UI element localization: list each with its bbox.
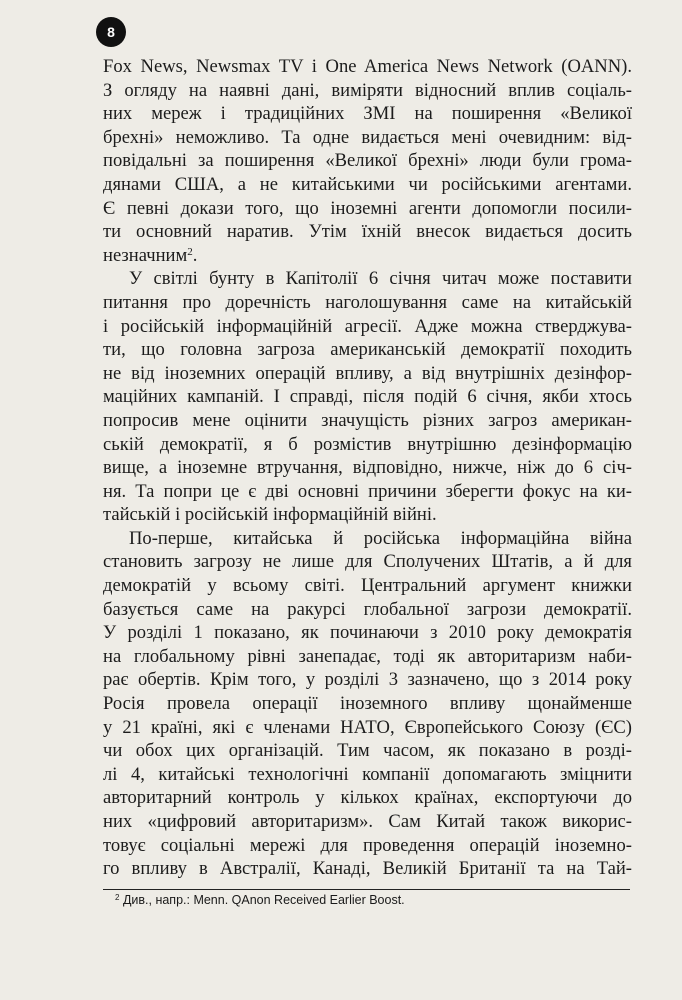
footnote-reference: 2 xyxy=(187,245,193,258)
text-line: ти, що головна загроза американській демократії походить xyxy=(103,339,632,361)
text-line: попросив мене оцінити значущість різних загроз американ- xyxy=(103,409,632,431)
text-line: у 21 країні, які є членами НАТО, Європейського Союзу (ЄС) xyxy=(103,716,632,738)
body-text xyxy=(103,55,632,881)
text-line: З огляду на наявні дані, виміряти відносний вплив соціаль- xyxy=(103,79,632,101)
text-line: ти основний наратив. Утім їхній внесок видається досить xyxy=(103,221,632,243)
text-line: лі 4, китайські технологічні компанії допомагають зміцнити xyxy=(103,763,632,785)
text-line: По-перше, китайська й російська інформаційна війна xyxy=(129,527,632,549)
text-line: не від іноземних операцій впливу, а від внутрішніх дезінфор- xyxy=(103,362,632,384)
text-line: го впливу в Австралії, Канаді, Великій Британії та на Тай- xyxy=(103,858,632,880)
text-line: становить загрозу не лише для Сполучених Штатів, а й для xyxy=(103,551,632,573)
text-line: авторитарний контроль у кількох країнах, експортуючи до xyxy=(103,787,632,809)
paragraph-3 xyxy=(103,527,632,881)
text-line: базується саме на ракурсі глобальної загрози демократії. xyxy=(103,598,632,620)
text-line: товує соціальні мережі для проведення операцій іноземно- xyxy=(103,834,632,856)
text-line: Є певні докази того, що іноземні агенти допомогли посили- xyxy=(103,197,632,219)
text-line-content: незначним xyxy=(103,244,188,266)
text-line: ській демократії, я б розмістив внутрішню дезінформацію xyxy=(103,433,632,455)
text-line: питання про доречність наголошування саме на китайській xyxy=(103,291,632,313)
text-line: вище, а іноземне втручання, відповідно, нижче, ніж до 6 січ- xyxy=(103,457,632,479)
text-line: брехні» неможливо. Та одне видається мені очевидним: від- xyxy=(103,126,632,148)
text-line: них «цифровий авторитаризм». Сам Китай також викорис- xyxy=(103,811,632,832)
footnote xyxy=(115,893,405,907)
text-line: чи обох цих організацій. Тим часом, як показано в розді- xyxy=(103,740,632,762)
text-line: повідальні за поширення «Великої брехні» люди були грома- xyxy=(103,150,632,172)
text-line: них мереж і традиційних ЗМІ на поширення «Великої xyxy=(103,103,632,125)
paragraph-1 xyxy=(103,55,632,267)
paragraph-2 xyxy=(103,267,632,527)
text-line: і російській інформаційній агресії. Адже можна стверджува- xyxy=(103,315,632,337)
text-line: тайській і російській інформаційній війні. xyxy=(103,504,437,526)
text-line: демократій у всьому світі. Центральний аргумент книжки xyxy=(103,575,632,597)
text-line: У розділі 1 показано, як починаючи з 2010 року демократія xyxy=(103,622,632,644)
text-line: на глобальному рівні занепадає, тоді як авторитаризм наби- xyxy=(103,645,632,667)
text-line: рає обертів. Крім того, у розділі 3 зазначено, що з 2014 року xyxy=(103,669,632,691)
text-line: У світлі бунту в Капітолії 6 січня читач може поставити xyxy=(129,268,632,290)
text-line: ня. Та попри це є дві основні причини зберегти фокус на ки- xyxy=(103,480,632,502)
page-number-badge: 8 xyxy=(96,17,126,47)
text-line: дянами США, а не китайськими чи російськими агентами. xyxy=(103,173,632,195)
text-line: Fox News, Newsmax TV і One America News Network (OANN). xyxy=(103,56,632,77)
footnote-divider xyxy=(103,889,630,890)
footnote-number: 2 xyxy=(115,893,120,902)
text-line: Росія провела операції іноземного впливу щонайменше xyxy=(103,693,632,715)
text-line: незначним$^2$. xyxy=(103,244,198,266)
text-line: маційних кампаній. І справді, після подій 6 січня, якби хтось xyxy=(103,386,632,408)
footnote-text: Див., напр.: Menn. QAnon Received Earlier Boost. xyxy=(122,893,405,907)
